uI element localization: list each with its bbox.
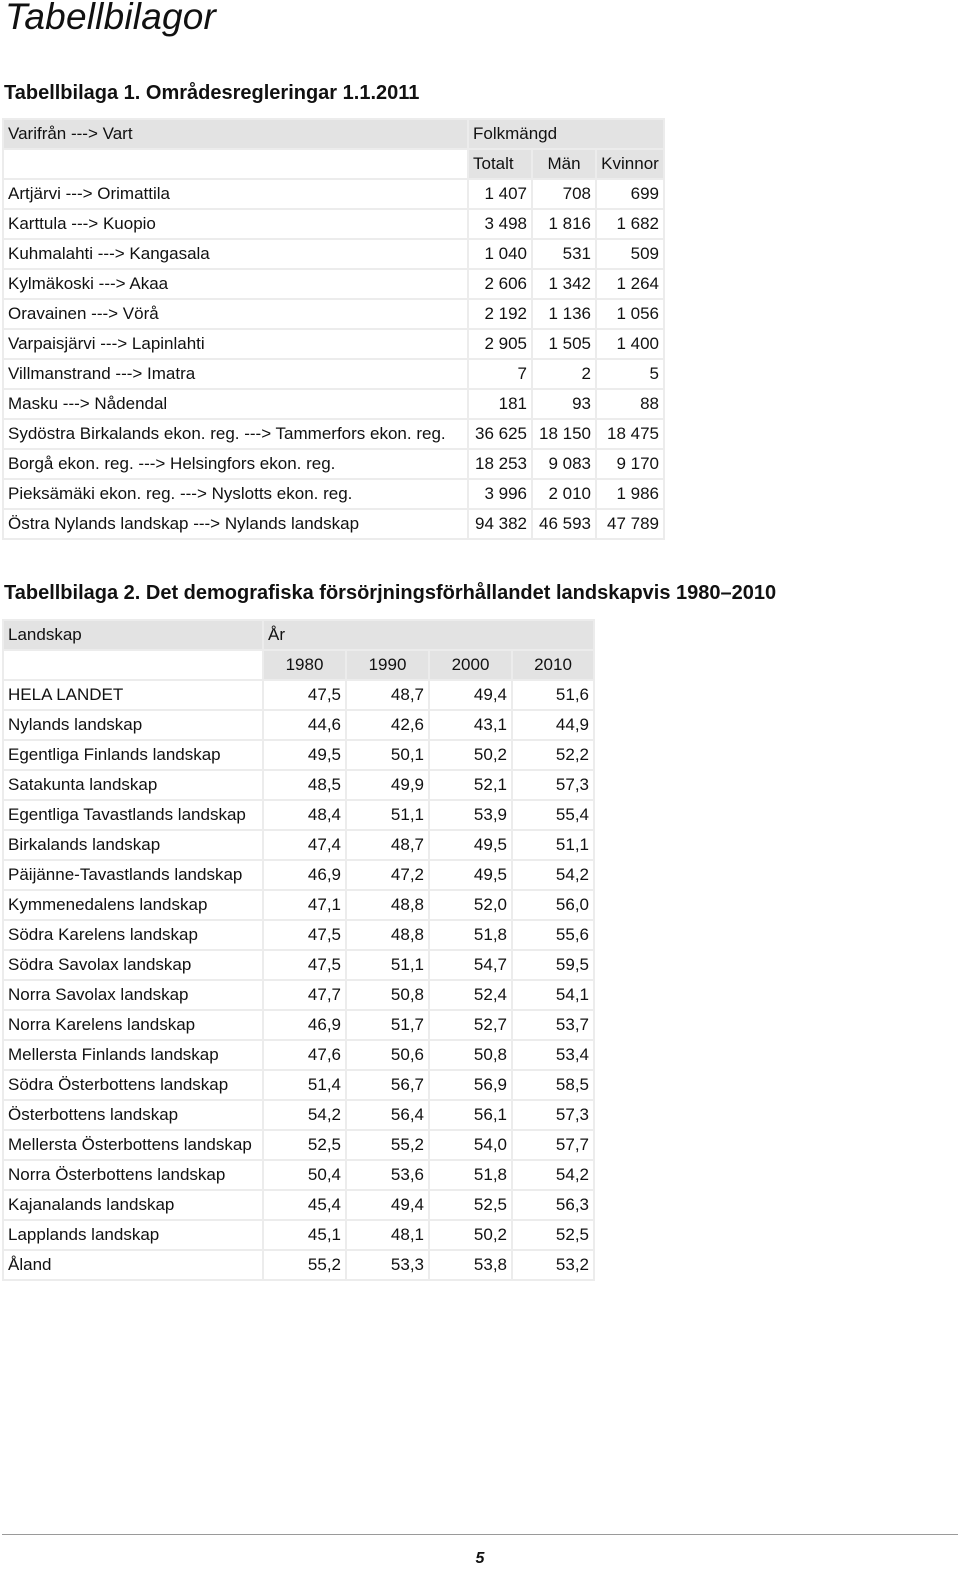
table2-cell: 50,8 <box>429 1040 512 1070</box>
table2-cell: 45,1 <box>263 1220 346 1250</box>
table2-cell: 55,2 <box>263 1250 346 1280</box>
table2-cell: 52,5 <box>512 1220 594 1250</box>
table2-cell: 49,4 <box>429 680 512 710</box>
table1-cell: 94 382 <box>468 509 532 539</box>
table2-cell: 45,4 <box>263 1190 346 1220</box>
table2-row-label: Österbottens landskap <box>3 1100 263 1130</box>
table2-cell: 47,7 <box>263 980 346 1010</box>
table2-cell: 47,4 <box>263 830 346 860</box>
table1-header-man: Män <box>532 149 596 179</box>
table1-cell: 18 150 <box>532 419 596 449</box>
table2-row-label: Södra Savolax landskap <box>3 950 263 980</box>
table2-row-label: Mellersta Österbottens landskap <box>3 1130 263 1160</box>
table1-cell: 2 010 <box>532 479 596 509</box>
table1-cell: 47 789 <box>596 509 664 539</box>
table1-row <box>3 419 664 449</box>
table2-cell: 47,5 <box>263 680 346 710</box>
table1-col-label: Varifrån ---> Vart <box>3 119 468 149</box>
table2-row <box>3 1250 594 1280</box>
table1-row-label: Karttula ---> Kuopio <box>3 209 468 239</box>
table2-cell: 47,1 <box>263 890 346 920</box>
table2-row <box>3 1040 594 1070</box>
table2-cell: 50,6 <box>346 1040 429 1070</box>
table2-cell: 54,2 <box>512 1160 594 1190</box>
table2-row-label: Päijänne-Tavastlands landskap <box>3 860 263 890</box>
table2-row-label: Norra Savolax landskap <box>3 980 263 1010</box>
table1-cell: 9 170 <box>596 449 664 479</box>
table1-row <box>3 329 664 359</box>
table1-cell: 88 <box>596 389 664 419</box>
table2-row-label: Egentliga Tavastlands landskap <box>3 800 263 830</box>
table2-cell: 48,7 <box>346 830 429 860</box>
table2-row-label: Norra Österbottens landskap <box>3 1160 263 1190</box>
table1-cell: 1 816 <box>532 209 596 239</box>
table2-row <box>3 950 594 980</box>
migration-table <box>2 118 665 540</box>
table2-cell: 52,1 <box>429 770 512 800</box>
table2-cell: 52,5 <box>263 1130 346 1160</box>
table1-row <box>3 389 664 419</box>
table1-cell: 3 498 <box>468 209 532 239</box>
table2-header-year: 1990 <box>346 650 429 680</box>
table1-cell: 1 056 <box>596 299 664 329</box>
table2-row <box>3 980 594 1010</box>
table2-row-label: Kymmenedalens landskap <box>3 890 263 920</box>
table2-header-row-2 <box>3 650 594 680</box>
table2-row-label: Åland <box>3 1250 263 1280</box>
table2-row-label: Södra Österbottens landskap <box>3 1070 263 1100</box>
table2-cell: 59,5 <box>512 950 594 980</box>
table2-cell: 48,5 <box>263 770 346 800</box>
table1-row-label: Kuhmalahti ---> Kangasala <box>3 239 468 269</box>
table2-cell: 44,9 <box>512 710 594 740</box>
table1-cell: 93 <box>532 389 596 419</box>
table2-cell: 48,4 <box>263 800 346 830</box>
table1-group-label: Folkmängd <box>468 119 664 149</box>
table2-row <box>3 710 594 740</box>
table2-cell: 52,0 <box>429 890 512 920</box>
table2-header-year: 1980 <box>263 650 346 680</box>
table2-group-label: År <box>263 620 594 650</box>
table1-row-label: Villmanstrand ---> Imatra <box>3 359 468 389</box>
table2-cell: 49,5 <box>429 860 512 890</box>
table2-row-label: Lapplands landskap <box>3 1220 263 1250</box>
table2-cell: 46,9 <box>263 1010 346 1040</box>
table1-row <box>3 269 664 299</box>
table1-cell: 1 264 <box>596 269 664 299</box>
table1-row-label: Kylmäkoski ---> Akaa <box>3 269 468 299</box>
table2-cell: 47,5 <box>263 920 346 950</box>
table1-row-label: Sydöstra Birkalands ekon. reg. ---> Tammerfors ekon. reg. <box>3 419 468 449</box>
table2-cell: 52,2 <box>512 740 594 770</box>
table1-cell: 1 505 <box>532 329 596 359</box>
page-number: 5 <box>475 1550 485 1567</box>
table1-header-kvinnor: Kvinnor <box>596 149 664 179</box>
table1-row-label: Artjärvi ---> Orimattila <box>3 179 468 209</box>
table2-cell: 50,1 <box>346 740 429 770</box>
table2-row <box>3 1130 594 1160</box>
table1-header-blank <box>3 149 468 179</box>
table2-cell: 53,4 <box>512 1040 594 1070</box>
table2-row-label: Nylands landskap <box>3 710 263 740</box>
table2-row <box>3 860 594 890</box>
table1-cell: 1 400 <box>596 329 664 359</box>
table2-row-label: Södra Karelens landskap <box>3 920 263 950</box>
table1-cell: 1 342 <box>532 269 596 299</box>
table2-cell: 49,4 <box>346 1190 429 1220</box>
table2-row <box>3 1010 594 1040</box>
table1-cell: 2 606 <box>468 269 532 299</box>
table1-row-label: Masku ---> Nådendal <box>3 389 468 419</box>
table1-row <box>3 479 664 509</box>
table2-cell: 43,1 <box>429 710 512 740</box>
table2-header-blank <box>3 650 263 680</box>
table1-row-label: Oravainen ---> Vörå <box>3 299 468 329</box>
table2-row <box>3 800 594 830</box>
table2-row <box>3 1220 594 1250</box>
table2-cell: 57,3 <box>512 1100 594 1130</box>
footer-divider <box>2 1534 958 1535</box>
table2-cell: 54,1 <box>512 980 594 1010</box>
table2-row <box>3 1160 594 1190</box>
table1-cell: 18 253 <box>468 449 532 479</box>
table2-cell: 49,5 <box>263 740 346 770</box>
table2-row <box>3 890 594 920</box>
table1-cell: 5 <box>596 359 664 389</box>
table2-cell: 52,7 <box>429 1010 512 1040</box>
page-heading: Tabellbilagor <box>5 0 217 37</box>
table2-cell: 51,6 <box>512 680 594 710</box>
table2-cell: 53,3 <box>346 1250 429 1280</box>
table2-row-label: Birkalands landskap <box>3 830 263 860</box>
table2-row-label: Norra Karelens landskap <box>3 1010 263 1040</box>
table1-cell: 181 <box>468 389 532 419</box>
table2-title: Tabellbilaga 2. Det demografiska försörjningsförhållandet landskapvis 1980–2010 <box>4 582 777 604</box>
table2-row <box>3 770 594 800</box>
table2-cell: 53,9 <box>429 800 512 830</box>
table2-cell: 56,7 <box>346 1070 429 1100</box>
table1-cell: 1 040 <box>468 239 532 269</box>
table2-cell: 56,1 <box>429 1100 512 1130</box>
table1-row-label: Varpaisjärvi ---> Lapinlahti <box>3 329 468 359</box>
table2-cell: 51,1 <box>512 830 594 860</box>
table2-cell: 46,9 <box>263 860 346 890</box>
table2-cell: 55,2 <box>346 1130 429 1160</box>
table2-cell: 48,1 <box>346 1220 429 1250</box>
table1-cell: 3 996 <box>468 479 532 509</box>
table1-header-totalt: Totalt <box>468 149 532 179</box>
table2-cell: 58,5 <box>512 1070 594 1100</box>
table2-cell: 55,4 <box>512 800 594 830</box>
table2-cell: 50,4 <box>263 1160 346 1190</box>
table1-cell: 1 407 <box>468 179 532 209</box>
table1-cell: 708 <box>532 179 596 209</box>
table2-cell: 48,8 <box>346 920 429 950</box>
table2-header-year: 2010 <box>512 650 594 680</box>
table2-cell: 56,3 <box>512 1190 594 1220</box>
table2-cell: 56,4 <box>346 1100 429 1130</box>
table2-cell: 47,2 <box>346 860 429 890</box>
table2-cell: 51,1 <box>346 950 429 980</box>
table2-row <box>3 680 594 710</box>
table2-cell: 51,1 <box>346 800 429 830</box>
table2-cell: 48,7 <box>346 680 429 710</box>
table2-row <box>3 1070 594 1100</box>
table1-cell: 509 <box>596 239 664 269</box>
table2-cell: 47,6 <box>263 1040 346 1070</box>
table1-header-row-2 <box>3 149 664 179</box>
table1-row-label: Östra Nylands landskap ---> Nylands landskap <box>3 509 468 539</box>
table2-cell: 51,8 <box>429 920 512 950</box>
table2-cell: 54,7 <box>429 950 512 980</box>
table2-cell: 52,5 <box>429 1190 512 1220</box>
table1-cell: 18 475 <box>596 419 664 449</box>
table2-cell: 57,3 <box>512 770 594 800</box>
table2-row <box>3 830 594 860</box>
table2-cell: 56,9 <box>429 1070 512 1100</box>
table1-row <box>3 179 664 209</box>
table2-cell: 49,9 <box>346 770 429 800</box>
table1-title: Tabellbilaga 1. Områdesregleringar 1.1.2011 <box>4 82 420 104</box>
table2-row <box>3 740 594 770</box>
table2-cell: 48,8 <box>346 890 429 920</box>
table2-row-label: Satakunta landskap <box>3 770 263 800</box>
table2-header-year: 2000 <box>429 650 512 680</box>
table1-cell: 9 083 <box>532 449 596 479</box>
table2-cell: 57,7 <box>512 1130 594 1160</box>
table2-cell: 42,6 <box>346 710 429 740</box>
table2-cell: 53,7 <box>512 1010 594 1040</box>
table1-cell: 1 986 <box>596 479 664 509</box>
table2-cell: 50,2 <box>429 1220 512 1250</box>
table1-row <box>3 239 664 269</box>
table1-cell: 36 625 <box>468 419 532 449</box>
table2-cell: 54,2 <box>512 860 594 890</box>
table2-cell: 51,8 <box>429 1160 512 1190</box>
table1-cell: 2 905 <box>468 329 532 359</box>
table2-row-label: HELA LANDET <box>3 680 263 710</box>
table1-row-label: Pieksämäki ekon. reg. ---> Nyslotts ekon. reg. <box>3 479 468 509</box>
table1-cell: 7 <box>468 359 532 389</box>
table2-cell: 50,2 <box>429 740 512 770</box>
table1-cell: 699 <box>596 179 664 209</box>
table1-row <box>3 359 664 389</box>
table2-cell: 47,5 <box>263 950 346 980</box>
table2-cell: 55,6 <box>512 920 594 950</box>
table1-row <box>3 449 664 479</box>
table2-row <box>3 1100 594 1130</box>
table2-row <box>3 920 594 950</box>
table1-cell: 1 682 <box>596 209 664 239</box>
table2-cell: 54,2 <box>263 1100 346 1130</box>
table1-row <box>3 209 664 239</box>
table2-cell: 50,8 <box>346 980 429 1010</box>
table2-row <box>3 1190 594 1220</box>
table2-cell: 51,7 <box>346 1010 429 1040</box>
dependency-ratio-table <box>2 619 595 1281</box>
table1-row-label: Borgå ekon. reg. ---> Helsingfors ekon. reg. <box>3 449 468 479</box>
table1-cell: 2 192 <box>468 299 532 329</box>
table2-row-label: Egentliga Finlands landskap <box>3 740 263 770</box>
table2-cell: 51,4 <box>263 1070 346 1100</box>
table2-row-label: Kajanalands landskap <box>3 1190 263 1220</box>
table2-cell: 56,0 <box>512 890 594 920</box>
table2-cell: 53,6 <box>346 1160 429 1190</box>
table1-cell: 2 <box>532 359 596 389</box>
table2-cell: 53,8 <box>429 1250 512 1280</box>
table2-cell: 53,2 <box>512 1250 594 1280</box>
table1-cell: 46 593 <box>532 509 596 539</box>
table1-row <box>3 299 664 329</box>
table2-cell: 54,0 <box>429 1130 512 1160</box>
table1-cell: 1 136 <box>532 299 596 329</box>
table2-cell: 49,5 <box>429 830 512 860</box>
table1-row <box>3 509 664 539</box>
table2-row-label: Mellersta Finlands landskap <box>3 1040 263 1070</box>
table1-cell: 531 <box>532 239 596 269</box>
table2-cell: 44,6 <box>263 710 346 740</box>
table2-header-row-1 <box>3 620 594 650</box>
table2-cell: 52,4 <box>429 980 512 1010</box>
table2-col-label: Landskap <box>3 620 263 650</box>
table1-header-row-1 <box>3 119 664 149</box>
